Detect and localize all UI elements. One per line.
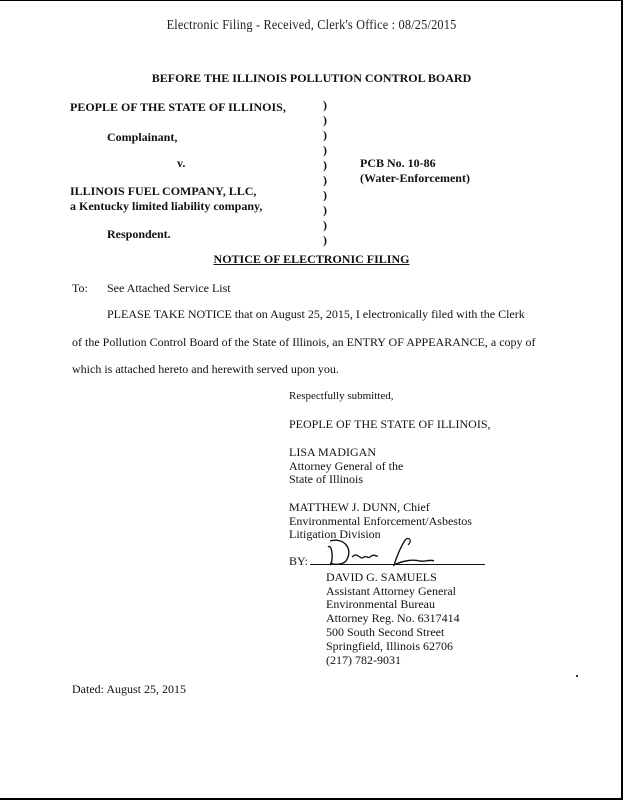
- chief-name: MATTHEW J. DUNN, Chief: [289, 500, 430, 514]
- chief-title-line-2: Litigation Division: [289, 527, 381, 541]
- handwritten-signature: [322, 535, 452, 571]
- to-value: See Attached Service List: [107, 281, 231, 295]
- dated-line: Dated: August 25, 2015: [72, 682, 186, 696]
- street-address: 500 South Second Street: [326, 625, 445, 639]
- ag-name: LISA MADIGAN: [289, 445, 376, 459]
- versus-label: v.: [177, 156, 186, 170]
- ag-title-line-2: State of Illinois: [289, 472, 363, 486]
- attorney-reg-number: Attorney Reg. No. 6317414: [326, 611, 460, 625]
- case-type: (Water-Enforcement): [360, 171, 470, 185]
- defendant-role: Respondent.: [107, 227, 171, 241]
- defendant-name: ILLINOIS FUEL COMPANY, LLC,: [70, 184, 257, 198]
- closing: Respectfully submitted,: [289, 390, 394, 402]
- page-border-top: [0, 0, 623, 1]
- scan-mark: [576, 675, 578, 677]
- defendant-description: a Kentucky limited liability company,: [70, 199, 263, 213]
- party-name: PEOPLE OF THE STATE OF ILLINOIS,: [289, 417, 491, 431]
- city-address: Springfield, Illinois 62706: [326, 639, 453, 653]
- signer-title: Assistant Attorney General: [326, 584, 456, 598]
- plaintiff-role: Complainant,: [107, 130, 178, 144]
- chief-title-line-1: Environmental Enforcement/Asbestos: [289, 514, 472, 528]
- signer-name: DAVID G. SAMUELS: [326, 570, 437, 584]
- notice-title: NOTICE OF ELECTRONIC FILING: [213, 252, 410, 266]
- document-title: BEFORE THE ILLINOIS POLLUTION CONTROL BOARD: [151, 71, 472, 85]
- to-label: To:: [72, 281, 88, 295]
- bureau-name: Environmental Bureau: [326, 597, 435, 611]
- by-label: BY:: [289, 554, 308, 568]
- body-line-2: of the Pollution Control Board of the State of Illinois, an ENTRY OF APPEARANCE, a copy of: [72, 335, 536, 349]
- body-line-3: which is attached hereto and herewith served upon you.: [72, 362, 339, 376]
- plaintiff-name: PEOPLE OF THE STATE OF ILLINOIS,: [70, 100, 286, 114]
- caption-parentheses: ) ) ) ) ) ) ) ) ) ): [323, 98, 327, 247]
- ag-title-line-1: Attorney General of the: [289, 459, 404, 473]
- body-line-1: PLEASE TAKE NOTICE that on August 25, 2015, I electronically filed with the Clerk: [107, 307, 525, 321]
- filing-stamp-header: Electronic Filing - Received, Clerk's Office : 08/25/2015: [166, 18, 457, 33]
- phone-number: (217) 782-9031: [326, 653, 401, 667]
- case-number: PCB No. 10-86: [360, 156, 436, 170]
